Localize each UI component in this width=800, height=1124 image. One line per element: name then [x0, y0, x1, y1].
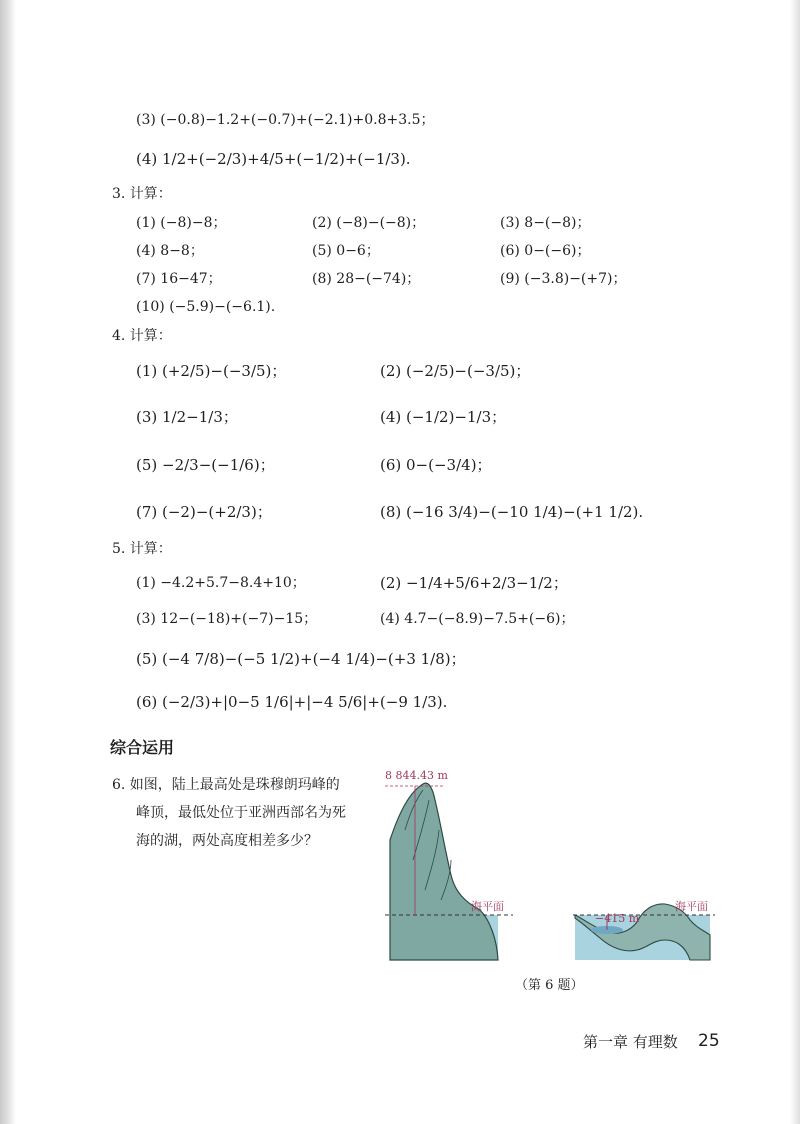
- ex3-item: (4) 8−8；: [136, 243, 204, 259]
- ex3-item: (8) 28−(−74)；: [312, 271, 421, 287]
- ex3-item: (2) (−8)−(−8)；: [312, 215, 426, 231]
- ex6-line: 峰顶，最低处位于亚洲西部名为死: [136, 805, 346, 821]
- ex5-item: (5) (−4 7/8)−(−5 1/2)+(−4 1/4)−(+3 1/8)；: [136, 650, 466, 668]
- ex4-item: (3) 1/2−1/3；: [136, 408, 238, 426]
- figure-peak-and-dead-sea: [385, 770, 715, 970]
- ex5-item: (6) (−2/3)+|0−5 1/6|+|−4 5/6|+(−9 1/3).: [136, 693, 448, 711]
- figure-caption: （第 6 题）: [515, 978, 584, 993]
- ex4-item: (2) (−2/5)−(−3/5)；: [380, 362, 531, 380]
- ex3-item: (1) (−8)−8；: [136, 215, 227, 231]
- ex5-item: (3) 12−(−18)+(−7)−15；: [136, 611, 318, 627]
- ex5-item: (2) −1/4+5/6+2/3−1/2；: [380, 574, 568, 592]
- sea-level-label-right: 海平面: [675, 900, 708, 913]
- ex5-item: (1) −4.2+5.7−8.4+10；: [136, 575, 306, 591]
- ex5-item: (4) 4.7−(−8.9)−7.5+(−6)；: [380, 611, 575, 627]
- section-title: 综合运用: [110, 738, 175, 757]
- ex3-item: (3) 8−(−8)；: [500, 215, 591, 231]
- peak-height-label: 8 844.43 m: [385, 769, 448, 782]
- ex2-item-3: (3) (−0.8)−1.2+(−0.7)+(−2.1)+0.8+3.5；: [136, 112, 435, 128]
- mountain-shape: [390, 783, 498, 960]
- chapter-footer: 第一章 有理数: [583, 1033, 678, 1051]
- page-edge-shadow-right: [790, 0, 800, 1124]
- ex4-item: (8) (−16 3/4)−(−10 1/4)−(+1 1/2).: [380, 503, 644, 521]
- ex4-item: (6) 0−(−3/4)；: [380, 456, 492, 474]
- ex5-title: 5. 计算：: [112, 541, 172, 557]
- ex4-item: (4) (−1/2)−1/3；: [380, 408, 507, 426]
- ex3-item: (7) 16−47；: [136, 271, 222, 287]
- ex3-title: 3. 计算：: [112, 186, 172, 202]
- page-number: 25: [698, 1031, 720, 1051]
- ex2-item-4: (4) 1/2+(−2/3)+4/5+(−1/2)+(−1/3).: [136, 150, 411, 168]
- ex3-item: (5) 0−6；: [312, 243, 380, 259]
- ex4-title: 4. 计算：: [112, 328, 172, 344]
- ex6-line: 6. 如图，陆上最高处是珠穆朗玛峰的: [112, 777, 340, 793]
- ex4-item: (7) (−2)−(+2/3)；: [136, 503, 272, 521]
- ex4-item: (5) −2/3−(−1/6)；: [136, 456, 275, 474]
- figure-illustration: [385, 770, 715, 970]
- depth-label: −415 m: [595, 912, 640, 925]
- ex6-line: 海的湖，两处高度相差多少？: [136, 833, 318, 849]
- sea-level-label-left: 海平面: [471, 900, 504, 913]
- ex3-item: (10) (−5.9)−(−6.1).: [136, 299, 276, 315]
- ex4-item: (1) (+2/5)−(−3/5)；: [136, 362, 287, 380]
- page-edge-shadow: [0, 0, 16, 1124]
- ex3-item: (9) (−3.8)−(+7)；: [500, 271, 627, 287]
- ex3-item: (6) 0−(−6)；: [500, 243, 591, 259]
